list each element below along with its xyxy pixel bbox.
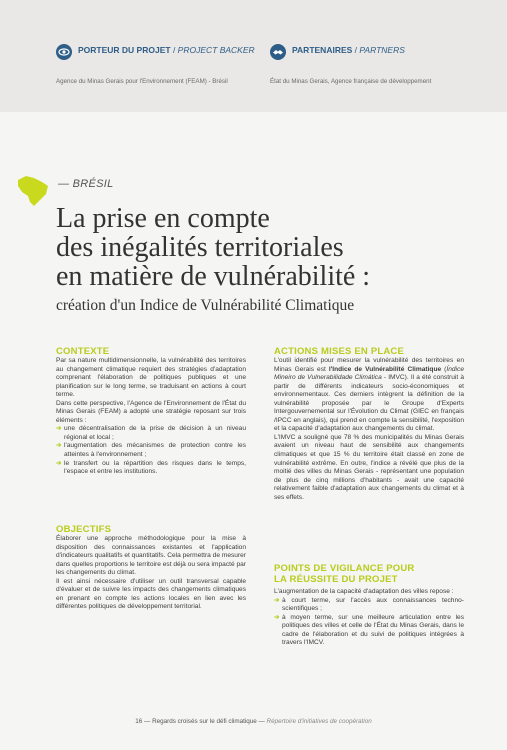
actions-section bbox=[274, 346, 464, 502]
page-title bbox=[56, 204, 496, 291]
page-footer: 16 — Regards croisés sur le défi climatique — Répertoire d'initiatives de coopération bbox=[135, 718, 372, 725]
objectifs-paragraph: Il est ainsi nécessaire d'utiliser un outil transversal capable d'évaluer et de suivre les impacts des changements climatiques en prenant en compte les actions locales en lien avec les différentes politiques de développement territorial. bbox=[56, 577, 246, 611]
project-backer-title: PORTEUR DU PROJET / PROJECT BACKER bbox=[78, 45, 255, 55]
page-subtitle: création d'un Indice de Vulnérabilité Climatique bbox=[56, 297, 355, 314]
actions-heading: ACTIONS MISES EN PLACE bbox=[274, 346, 405, 357]
vigilance-section bbox=[274, 563, 464, 648]
handshake-icon bbox=[270, 44, 286, 60]
project-backer-text: Agence du Minas Gerais pour l'Environnement (FEAM) - Brésil bbox=[56, 78, 228, 85]
header-band bbox=[0, 0, 507, 112]
partners-title: PARTENAIRES / PARTNERS bbox=[292, 45, 405, 55]
arrow-icon: ➔ bbox=[56, 442, 62, 450]
arrow-icon: ➔ bbox=[56, 425, 62, 433]
vigilance-paragraph: L'augmentation de la capacité d'adaptation des villes repose : bbox=[274, 588, 454, 595]
contexte-paragraph: Par sa nature multidimensionnelle, la vulnérabilité des territoires au changement climatique requiert des stratégies d'adaptation comprenant l'élaboration de politiques publiques et une planification sur le long terme, se traduisant en actions à court terme. bbox=[56, 357, 246, 399]
objectifs-paragraph: Élaborer une approche méthodologique pour la mise à disposition des connaissances existantes et l'application d'indicateurs qualitatifs et quantitatifs. Cela permettra de mesurer dans quelles proportions le territoire est déjà ou sera impacté par les changements du climat. bbox=[56, 535, 247, 577]
vigilance-list bbox=[274, 597, 464, 648]
actions-paragraph: L'IMVC a souligné que 78 % des municipalités du Minas Gerais avaient un niveau haut de sensibilité aux changements climatiques et que 15 % du territoire était classé en zone de vulnérabilité extrême. En outre, l'indice a révélé que plus de la moitié des villes du Minas Gerais - représentant une population de plus de cinq millions d'habitants - avait une capacité relativement faible d'adaptation aux changements du climat et à ses effets. bbox=[274, 433, 464, 501]
list-item: ➔ à court terme, sur l'accès aux connaissances techno-scientifiques ; bbox=[274, 596, 464, 613]
objectifs-section bbox=[56, 524, 246, 612]
eye-icon bbox=[56, 44, 72, 60]
arrow-icon: ➔ bbox=[56, 459, 62, 467]
arrow-icon: ➔ bbox=[274, 613, 280, 621]
objectifs-heading: OBJECTIFS bbox=[56, 524, 112, 535]
footer-subtitle: Répertoire d'initiatives de coopération bbox=[266, 718, 372, 725]
title-line: en matière de vulnérabilité : bbox=[56, 261, 371, 292]
list-item: ➔ une décentralisation de la prise de décision à un niveau régional et local ; bbox=[56, 425, 246, 441]
contexte-section bbox=[56, 346, 246, 477]
footer-title: Regards croisés sur le défi climatique bbox=[152, 718, 257, 725]
vigilance-heading: POINTS DE VIGILANCE POUR LA RÉUSSITE DU PROJET bbox=[274, 563, 415, 585]
country-label: — BRÉSIL bbox=[58, 178, 114, 190]
title-line: des inégalités territoriales bbox=[56, 232, 344, 263]
contexte-heading: CONTEXTE bbox=[56, 346, 110, 357]
list-item: ➔ l'augmentation des mécanismes de protection contre les atteintes à l'environnement ; bbox=[56, 442, 246, 459]
arrow-icon: ➔ bbox=[274, 596, 280, 604]
actions-paragraph: L'outil identifié pour mesurer la vulnérabilité des territoires en Minas Gerais est l'Indice de Vulnérabilité Climatique (Índice Mineiro de Vulnerabilidade Climática - IMVC). Il a été construit à partir de différents indicateurs socio-économiques et environnementaux. Ces derniers intègrent la définition de la vulnérabilité proposée par le Groupe d'Experts Intergouvernemental sur l'Évolution du Climat (GIEC en français /IPCC en anglais), qui prend en compte la sensibilité, l'exposition et la capacité d'adaptation aux changements du climat. bbox=[274, 357, 465, 433]
contexte-paragraph: Dans cette perspective, l'Agence de l'Environnement de l'État du Minas Gerais (FEAM) a adopté une stratégie reposant sur trois éléments : bbox=[56, 399, 246, 424]
list-item: ➔ le transfert ou la répartition des risques dans le temps, l'espace et entre les institutions. bbox=[56, 459, 246, 476]
list-item: ➔ à moyen terme, sur une meilleure articulation entre les politiques des villes et celle de l'État du Minas Gerais, dans le cadre de l'élaboration et du suivi de politiques intégrées à travers l'IMCV. bbox=[274, 613, 464, 647]
page-number: 16 bbox=[135, 718, 143, 725]
title-line: La prise en compte bbox=[56, 203, 270, 234]
partners-text: État du Minas Gerais, Agence française de développement bbox=[270, 78, 432, 85]
brazil-map-icon bbox=[12, 170, 52, 210]
contexte-list bbox=[56, 425, 246, 476]
